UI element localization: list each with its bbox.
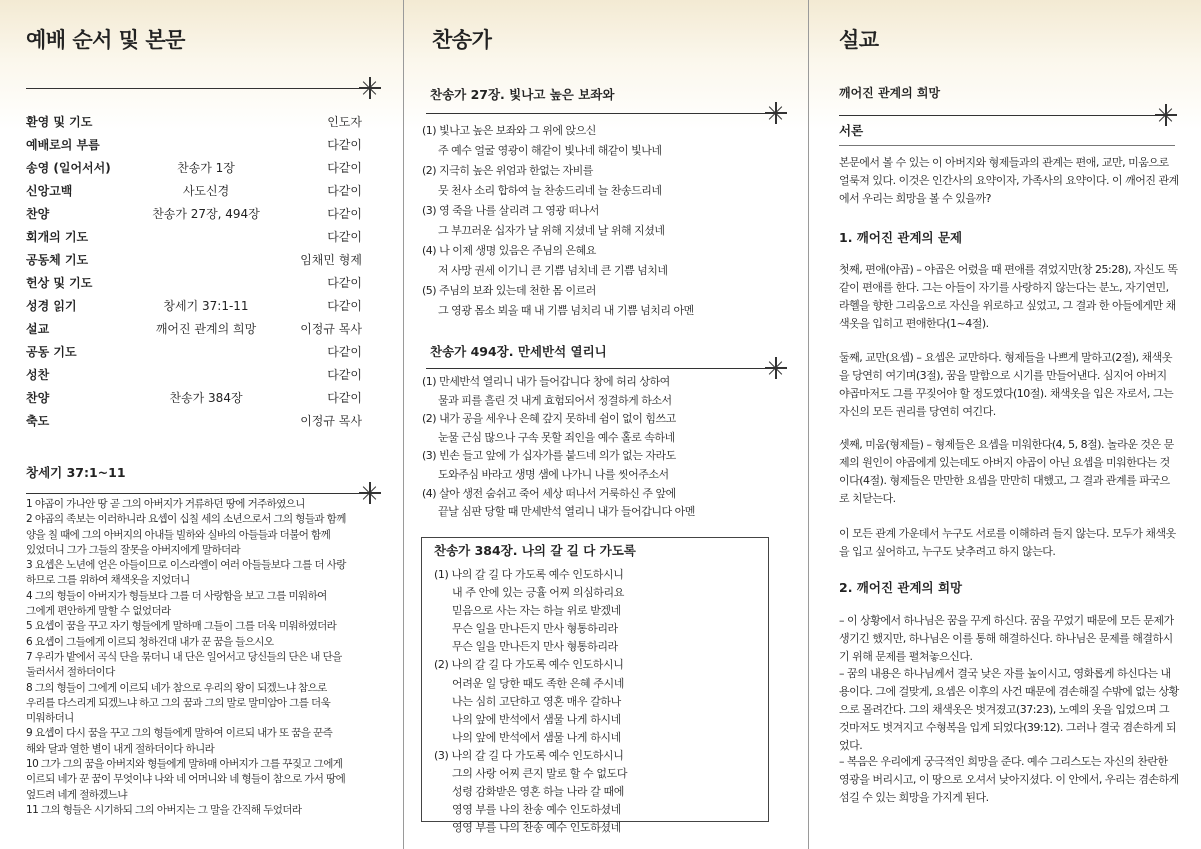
order-item-title: 설교 — [26, 322, 50, 336]
order-row — [26, 411, 362, 434]
order-item-detail: 사도신경 — [182, 184, 230, 198]
hymn-line: 영영 부를 나의 찬송 예수 인도하셨네 — [452, 821, 621, 835]
star-ornament-icon — [1155, 104, 1177, 126]
hymn-27-lyrics — [422, 121, 792, 321]
order-item-detail: 찬송가 27장, 494장 — [152, 207, 260, 221]
divider-line — [426, 368, 782, 369]
order-item-title: 신앙고백 — [26, 184, 73, 198]
order-item-leader: 다같이 — [327, 161, 362, 175]
hymn-line: (3) 영 죽을 나를 살리려 그 영광 떠나서 — [422, 204, 599, 217]
scripture-line: 1 야곱이 가나안 땅 곧 그의 아버지가 거류하던 땅에 거주하였으니 — [26, 498, 305, 510]
hymn-line: 그 부끄러운 십자가 날 위해 지셨네 날 위해 지셨네 — [438, 224, 665, 237]
scripture-line: 4 그의 형들이 아버지가 형들보다 그를 더 사랑함을 보고 그를 미워하여 — [26, 589, 327, 602]
scripture-line: 이르되 네가 꾼 꿈이 무엇이냐 나와 네 어머니와 네 형들이 참으로 가서 땅에 — [26, 773, 346, 786]
order-row — [26, 112, 362, 135]
hymn-line: 내 주 안에 있는 긍휼 어찌 의심하리요 — [452, 586, 624, 600]
scripture-line: 하므로 그를 위하여 채색옷을 지었더니 — [26, 574, 190, 587]
order-item-leader: 다같이 — [327, 184, 362, 198]
hymn-line: 나의 앞에 반석에서 샘물 나게 하시네 — [452, 712, 621, 726]
scripture-line: 6 요셉이 그들에게 이르되 청하건대 내가 꾼 꿈을 들으시오 — [26, 635, 274, 648]
hymn-line: (4) 나 이제 생명 있음은 주님의 은혜요 — [422, 244, 596, 257]
hymn-line: 성령 감화받은 영혼 하늘 나라 갈 때에 — [452, 785, 624, 799]
hymn-line: 나의 앞에 반석에서 샘물 나게 하시네 — [452, 730, 621, 744]
scripture-line: 미워하더니 — [26, 712, 74, 725]
hymn-line: 영영 부를 나의 찬송 예수 인도하셨네 — [452, 803, 621, 817]
order-item-leader: 다같이 — [327, 299, 362, 313]
hymn-line: 저 사망 권세 이기니 큰 기쁨 넘치네 큰 기쁨 넘치네 — [438, 264, 668, 277]
order-item-leader: 다같이 — [327, 207, 362, 221]
order-item-leader: 임채민 형제 — [300, 253, 362, 267]
order-row — [26, 273, 362, 296]
hymn-line: 그 영광 몸소 뵈올 때 내 기쁨 넘치리 내 기쁨 넘치리 아멘 — [438, 304, 694, 317]
hymn-line: 그의 사랑 어찌 큰지 말로 할 수 없도다 — [452, 767, 628, 781]
order-item-title: 공동 기도 — [26, 345, 77, 359]
order-row — [26, 227, 362, 250]
hymn-494-title: 찬송가 494장. 만세반석 열리니 — [430, 344, 607, 359]
scripture-line: 엎드려 네게 절하겠느냐 — [26, 788, 127, 801]
hymn-line: (1) 만세반석 열리니 내가 들어갑니다 창에 허리 상하여 — [422, 375, 670, 388]
order-item-leader: 다같이 — [327, 276, 362, 290]
order-item-leader: 이정규 목사 — [300, 414, 362, 428]
hymn-line: (2) 나의 갈 길 다 가도록 예수 인도하시니 — [434, 658, 624, 672]
hymn-line: 나는 심히 고단하고 영혼 매우 갈하나 — [452, 694, 621, 708]
hymn-line: 주 예수 얼굴 영광이 해같이 빛나네 해같이 빛나네 — [438, 144, 662, 157]
order-item-leader: 다같이 — [327, 345, 362, 359]
hymn-line: 물과 피를 흘린 것 내게 효험되어서 정결하게 하소서 — [438, 393, 672, 407]
scripture-title: 창세기 37:1~11 — [26, 465, 126, 480]
order-item-leader: 다같이 — [327, 368, 362, 382]
order-item-title: 성경 읽기 — [26, 299, 77, 313]
scripture-line: 10 그가 그의 꿈을 아버지와 형들에게 말하매 아버지가 그를 꾸짖고 그에게 — [26, 758, 343, 771]
hymn-384-box — [421, 537, 769, 835]
order-item-detail: 찬송가 1장 — [177, 161, 235, 175]
order-item-title: 공동체 기도 — [26, 253, 89, 267]
panel-heading: 설교 — [839, 28, 879, 52]
order-item-title: 헌상 및 기도 — [26, 276, 93, 290]
panel-heading: 찬송가 — [432, 28, 492, 52]
order-item-leader: 이정규 목사 — [300, 322, 362, 336]
scripture-text — [26, 497, 376, 818]
scripture-line: 둘러서서 절하더이다 — [26, 666, 115, 679]
scripture-line: 양을 칠 때에 그의 아버지의 아내들 빌하와 실바의 아들들과 더불어 함께 — [26, 528, 331, 541]
scripture-line: 있었더니 그가 그들의 잘못을 아버지에게 말하더라 — [26, 543, 241, 556]
panel-heading: 예배 순서 및 본문 — [26, 28, 185, 52]
order-item-title: 찬양 — [26, 391, 50, 405]
order-item-leader: 인도자 — [327, 115, 362, 129]
order-item-title: 환영 및 기도 — [26, 115, 93, 129]
scripture-line: 8 그의 형들이 그에게 이르되 네가 참으로 우리의 왕이 되겠느냐 참으로 — [26, 681, 327, 694]
divider-line — [426, 113, 782, 114]
scripture-line: 그에게 편안하게 말할 수 없었더라 — [26, 605, 171, 618]
order-row — [26, 296, 362, 319]
order-row — [26, 319, 362, 342]
scripture-line: 9 요셉이 다시 꿈을 꾸고 그의 형들에게 말하여 이르되 내가 또 꿈을 꾼즉 — [26, 727, 333, 740]
divider-line — [26, 88, 370, 89]
section-1-paragraph-4: 이 모든 관계 가운데서 누구도 서로를 이해하려 들지 않는다. 모두가 채색옷을 입고 싶어하고, 누구도 낮추려고 하지 않는다. — [839, 527, 1176, 558]
order-row — [26, 158, 362, 181]
order-row — [26, 342, 362, 365]
section-1-paragraph-1: 첫째, 편애(야곱) – 야곱은 어렸을 때 편애를 겪었지만(창 25:28), 자신도 똑같이 편애를 한다. 그는 아들이 자기를 사랑하지 않는다는 분노, 자기연민, 라헬을 향한 그리움으로 자신을 위로하고 싶었고, 그 결과 한 아들에게만 채색옷을 입히고 편애한다(1~4절). — [839, 263, 1178, 330]
hymn-line: 눈물 근심 많으나 구속 못할 죄인을 예수 홀로 속하네 — [438, 430, 675, 444]
hymn-line: (1) 빛나고 높은 보좌와 그 위에 앉으신 — [422, 124, 596, 137]
hymn-384-title: 찬송가 384장. 나의 갈 길 다 가도록 — [434, 543, 636, 558]
order-item-leader: 다같이 — [327, 138, 362, 152]
divider-line — [839, 115, 1175, 116]
section-1-paragraph-3: 셋째, 미움(형제들) – 형제들은 요셉을 미워한다(4, 5, 8절). 놀라운 것은 문제의 원인이 야곱에게 있는데도 아버지 야곱이 아닌 요셉을 미워한다는 것이다(4절). 형제들은 만만한 요셉을 만만히 대했고, 그 결과 관계를 파국으로 치닫는다. — [839, 438, 1174, 505]
hymn-line: 도와주심 바라고 생명 샘에 나가니 나를 씻어주소서 — [438, 467, 669, 481]
star-ornament-icon — [359, 77, 381, 99]
hymn-line: (2) 내가 공을 세우나 은혜 갚지 못하네 쉼이 없이 힘쓰고 — [422, 412, 676, 426]
hymn-384-lyrics — [434, 566, 756, 837]
hymn-line: 어려운 일 당한 때도 족한 은혜 주시네 — [452, 676, 624, 690]
sermon-title: 깨어진 관계의 희망 — [839, 86, 941, 100]
order-item-title: 예배로의 부름 — [26, 138, 100, 152]
order-of-worship-panel — [0, 0, 404, 849]
section-1-heading: 1. 깨어진 관계의 문제 — [839, 230, 963, 245]
divider-line — [26, 493, 370, 494]
hymn-line: (3) 빈손 들고 앞에 가 십자가를 붙드네 의가 없는 자라도 — [422, 449, 676, 463]
hymn-line: (1) 나의 갈 길 다 가도록 예수 인도하시니 — [434, 568, 624, 581]
order-row — [26, 250, 362, 273]
hymn-line: (5) 주님의 보좌 있는데 천한 몸 이르러 — [422, 284, 596, 297]
order-item-detail: 창세기 37:1-11 — [163, 299, 249, 313]
section-2-paragraph-1: – 이 상황에서 하나님은 꿈을 꾸게 하신다. 꿈을 꾸었기 때문에 모든 문제가 생기긴 했지만, 하나님은 이를 통해 해결하신다. 하나님은 문제를 해결하시기 위해 문제를 펼쳐놓으신다. — [839, 614, 1174, 663]
hymn-line: (2) 지극히 높은 위엄과 한없는 자비를 — [422, 164, 593, 177]
scripture-line: 해와 달과 열한 별이 내게 절하더이다 하니라 — [26, 742, 215, 755]
order-item-title: 찬양 — [26, 207, 50, 221]
order-row — [26, 365, 362, 388]
order-item-leader: 다같이 — [327, 391, 362, 405]
hymn-line: 끝날 심판 당할 때 만세반석 열리니 내가 들어갑니다 아멘 — [438, 505, 695, 519]
intro-paragraph: 본문에서 볼 수 있는 이 아버지와 형제들과의 관계는 편애, 교만, 미움으로 얼룩져 있다. 이것은 인간사의 요약이자, 가족사의 요약이다. 이 깨어진 관계에서 우리는 희망을 볼 수 있을까? — [839, 156, 1179, 205]
hymn-line: 뭇 천사 소리 합하여 늘 찬송드리네 늘 찬송드리네 — [438, 184, 662, 197]
hymn-27-title: 찬송가 27장. 빛나고 높은 보좌와 — [430, 87, 615, 102]
hymn-line: 무슨 일을 만나든지 만사 형통하리라 — [452, 640, 618, 654]
order-row — [26, 181, 362, 204]
hymn-line: 무슨 일을 만나든지 만사 형통하리라 — [452, 622, 618, 636]
scripture-line: 우리를 다스리게 되겠느냐 하고 그의 꿈과 그의 말로 말미암아 그를 더욱 — [26, 696, 331, 709]
section-2-paragraph-3: – 복음은 우리에게 궁극적인 희망을 준다. 예수 그리스도는 자신의 찬란한 영광을 버리시고, 이 땅으로 오셔서 낮아지셨다. 이 안에서, 우리는 겸손하게 섬길 수 있는 희망을 가지게 된다. — [839, 755, 1179, 804]
order-row — [26, 388, 362, 411]
hymn-line: 믿음으로 사는 자는 하늘 위로 받겠네 — [452, 604, 621, 618]
order-row — [26, 204, 362, 227]
order-item-detail: 깨어진 관계의 희망 — [155, 322, 257, 336]
scripture-line: 11 그의 형들은 시기하되 그의 아버지는 그 말을 간직해 두었더라 — [26, 803, 302, 816]
order-item-title: 성찬 — [26, 368, 50, 382]
order-item-title: 송영 (일어서서) — [26, 161, 111, 175]
scripture-line: 5 요셉이 꿈을 꾸고 자기 형들에게 말하매 그들이 그를 더욱 미워하였더라 — [26, 620, 337, 633]
section-1-paragraph-2: 둘째, 교만(요셉) – 요셉은 교만하다. 형제들을 나쁘게 말하고(2절), 채색옷을 당연히 여기며(3절), 꿈을 말함으로 시기를 만들어낸다. 심지어 아버지 야곱마저도 그를 꾸짖어야 할 정도였다(10절). 채색옷을 입은 자로서, 그는 자신의 모든 권리를 당연히 여긴다. — [839, 351, 1174, 418]
order-of-worship-list — [26, 112, 362, 434]
order-item-title: 회개의 기도 — [26, 230, 89, 244]
hymn-494-lyrics — [422, 373, 792, 522]
scripture-line: 7 우리가 밭에서 곡식 단을 묶더니 내 단은 일어서고 당신들의 단은 내 단을 — [26, 650, 342, 663]
order-row — [26, 135, 362, 158]
section-2-heading: 2. 깨어진 관계의 희망 — [839, 580, 963, 595]
section-2-paragraph-2: – 꿈의 내용은 하나님께서 결국 낮은 자를 높이시고, 영화롭게 하신다는 내용이다. 그에 걸맞게, 요셉은 이후의 사건 때문에 겸손해질 수밖에 없는 상황으로 몰려간다. 그의 채색옷은 벗겨졌고(37:23), 노예의 옷을 입었으며 그것마저도 벗겨지고 수형복을 입게 되었다(39:12). 그러나 결국 겸손하게 되었다. — [839, 667, 1179, 752]
hymn-line: (3) 나의 갈 길 다 가도록 예수 인도하시니 — [434, 748, 624, 762]
divider-line — [839, 145, 1175, 146]
scripture-line: 2 야곱의 족보는 이러하니라 요셉이 십칠 세의 소년으로서 그의 형들과 함께 — [26, 513, 346, 526]
order-item-leader: 다같이 — [327, 230, 362, 244]
intro-label: 서론 — [839, 123, 864, 138]
scripture-line: 3 요셉은 노년에 얻은 아들이므로 이스라엘이 여러 아들들보다 그를 더 사랑 — [26, 559, 346, 572]
order-item-title: 축도 — [26, 414, 50, 428]
order-item-detail: 찬송가 384장 — [169, 391, 243, 405]
hymn-line: (4) 살아 생전 숨쉬고 죽어 세상 떠나서 거룩하신 주 앞에 — [422, 486, 676, 500]
